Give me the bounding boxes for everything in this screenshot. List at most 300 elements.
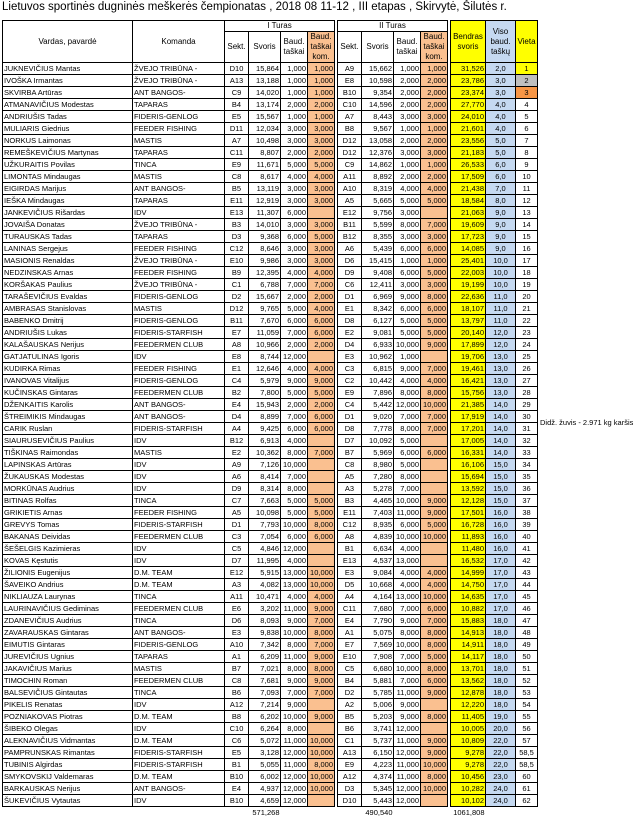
- cell-sect-2: E2: [338, 327, 362, 339]
- table-row: [3, 675, 538, 687]
- cell-points-2: 9,000: [394, 711, 421, 723]
- table-row: [3, 411, 538, 423]
- cell-sect-2: E3: [338, 567, 362, 579]
- cell-total-points: 9,0: [486, 243, 516, 255]
- cell-points-com-2: 10,000: [421, 531, 448, 543]
- cell-team: IDV: [133, 207, 225, 219]
- cell-weight-1: 10,966: [249, 339, 281, 351]
- cell-place: 27: [516, 375, 538, 387]
- cell-weight-1: 11,059: [249, 327, 281, 339]
- cell-name: DŽENKAITIS Karolis: [3, 399, 133, 411]
- table-row: [3, 735, 538, 747]
- cell-place: 7: [516, 135, 538, 147]
- cell-name: BITINAS Rolfas: [3, 495, 133, 507]
- cell-total-points: 6,0: [486, 171, 516, 183]
- cell-total-points: 22,0: [486, 747, 516, 759]
- cell-weight-2: 5,443: [362, 795, 394, 807]
- cell-sect-1: B1: [225, 759, 249, 771]
- cell-points-2: 2,000: [394, 171, 421, 183]
- cell-points-2: 1,000: [394, 159, 421, 171]
- cell-sect-2: A6: [338, 243, 362, 255]
- cell-points-com-1: 3,000: [308, 219, 335, 231]
- cell-points-com-1: 10,000: [308, 747, 335, 759]
- cell-points-2: 10,000: [394, 339, 421, 351]
- table-row: [3, 615, 538, 627]
- cell-weight-2: 10,962: [362, 351, 394, 363]
- cell-points-2: 10,000: [394, 663, 421, 675]
- cell-place: 3: [516, 87, 538, 99]
- cell-sect-1: B6: [225, 687, 249, 699]
- cell-total-weight: 17,899: [451, 339, 486, 351]
- cell-points-com-1: 2,000: [308, 339, 335, 351]
- cell-team: ŽVEJO TRIBŪNA -: [133, 279, 225, 291]
- cell-sect-1: D6: [225, 615, 249, 627]
- cell-team: FEEDERMEN CLUB: [133, 387, 225, 399]
- cell-points-2: 12,000: [394, 783, 421, 795]
- cell-sect-2: C1: [338, 735, 362, 747]
- table-row: [3, 135, 538, 147]
- cell-total-points: 17,0: [486, 567, 516, 579]
- cell-weight-2: 7,680: [362, 603, 394, 615]
- cell-points-com-1: 4,000: [308, 267, 335, 279]
- cell-sect-1: B5: [225, 183, 249, 195]
- cell-total-points: 22,0: [486, 735, 516, 747]
- cell-place: 14: [516, 219, 538, 231]
- cell-sect-2: E3: [338, 351, 362, 363]
- cell-sect-1: C7: [225, 495, 249, 507]
- cell-total-weight: 12,128: [451, 495, 486, 507]
- cell-team: TINCA: [133, 495, 225, 507]
- cell-weight-1: 7,793: [249, 519, 281, 531]
- cell-total-points: 14,0: [486, 423, 516, 435]
- cell-points-com-2: 9,000: [421, 687, 448, 699]
- cell-place: 48: [516, 627, 538, 639]
- cell-points-com-1: 5,000: [308, 387, 335, 399]
- cell-weight-1: 12,034: [249, 123, 281, 135]
- cell-points-2: 6,000: [394, 267, 421, 279]
- table-row: [3, 495, 538, 507]
- cell-points-com-2: [421, 207, 448, 219]
- cell-points-2: 6,000: [394, 447, 421, 459]
- cell-place: 52: [516, 675, 538, 687]
- table-row: [3, 387, 538, 399]
- cell-weight-1: 3,128: [249, 747, 281, 759]
- cell-points-com-1: 9,000: [308, 711, 335, 723]
- cell-points-1: 2,000: [281, 99, 308, 111]
- cell-weight-1: 8,646: [249, 243, 281, 255]
- cell-points-2: 11,000: [394, 759, 421, 771]
- cell-sect-2: C10: [338, 99, 362, 111]
- cell-points-com-2: [421, 543, 448, 555]
- cell-weight-1: 10,471: [249, 591, 281, 603]
- cell-name: TUBINIS Algirdas: [3, 759, 133, 771]
- table-row: [3, 627, 538, 639]
- cell-team: FEEDERMEN CLUB: [133, 531, 225, 543]
- cell-sect-1: A1: [225, 651, 249, 663]
- cell-points-2: 9,000: [394, 291, 421, 303]
- cell-team: FEEDERMEN CLUB: [133, 675, 225, 687]
- cell-sect-1: B8: [225, 711, 249, 723]
- cell-weight-1: 11,995: [249, 555, 281, 567]
- cell-name: MULIARIS Giedrius: [3, 123, 133, 135]
- table-row: [3, 651, 538, 663]
- cell-total-weight: 22,003: [451, 267, 486, 279]
- cell-weight-2: 5,075: [362, 627, 394, 639]
- cell-name: ŠUKEVIČIUS Vytautas: [3, 795, 133, 807]
- cell-weight-1: 6,209: [249, 651, 281, 663]
- cell-points-1: 3,000: [281, 183, 308, 195]
- cell-weight-2: 5,665: [362, 195, 394, 207]
- cell-team: MASTIS: [133, 171, 225, 183]
- cell-name: ŽILIONIS Eugenijus: [3, 567, 133, 579]
- cell-sect-1: B7: [225, 663, 249, 675]
- header-sect-2: Sekt.: [338, 32, 362, 63]
- cell-points-com-1: 5,000: [308, 231, 335, 243]
- table-row: [3, 147, 538, 159]
- cell-sect-2: D1: [338, 411, 362, 423]
- cell-place: 9: [516, 159, 538, 171]
- cell-points-com-2: 6,000: [421, 447, 448, 459]
- cell-total-weight: 10,102: [451, 795, 486, 807]
- cell-points-com-1: 5,000: [308, 159, 335, 171]
- results-table: [2, 20, 538, 818]
- cell-total-weight: 10,456: [451, 771, 486, 783]
- cell-total-points: 13,0: [486, 387, 516, 399]
- cell-total-points: 18,0: [486, 627, 516, 639]
- cell-place: 13: [516, 207, 538, 219]
- cell-weight-1: 7,054: [249, 531, 281, 543]
- table-row: [3, 111, 538, 123]
- table-row: [3, 99, 538, 111]
- cell-sect-1: A5: [225, 507, 249, 519]
- cell-points-com-2: 7,000: [421, 411, 448, 423]
- cell-sect-2: D2: [338, 687, 362, 699]
- cell-place: 20: [516, 291, 538, 303]
- cell-points-1: 4,000: [281, 555, 308, 567]
- cell-weight-1: 8,744: [249, 351, 281, 363]
- cell-weight-1: 9,368: [249, 231, 281, 243]
- cell-total-weight: 10,282: [451, 783, 486, 795]
- cell-total-weight: 25,401: [451, 255, 486, 267]
- cell-points-com-1: 1,000: [308, 111, 335, 123]
- table-row: [3, 519, 538, 531]
- cell-points-com-1: 2,000: [308, 99, 335, 111]
- cell-total-weight: 14,913: [451, 627, 486, 639]
- cell-weight-2: 6,634: [362, 543, 394, 555]
- cell-points-2: 11,000: [394, 507, 421, 519]
- cell-points-com-2: 8,000: [421, 291, 448, 303]
- cell-points-1: 9,000: [281, 375, 308, 387]
- cell-sect-1: E10: [225, 255, 249, 267]
- cell-weight-1: 12,919: [249, 195, 281, 207]
- cell-total-weight: 18,107: [451, 303, 486, 315]
- cell-weight-2: 7,403: [362, 507, 394, 519]
- cell-points-com-1: 7,000: [308, 687, 335, 699]
- cell-points-com-1: [308, 435, 335, 447]
- cell-sect-1: E13: [225, 207, 249, 219]
- cell-weight-1: 15,943: [249, 399, 281, 411]
- cell-weight-1: 14,020: [249, 87, 281, 99]
- cell-sect-2: D5: [338, 579, 362, 591]
- cell-weight-2: 12,411: [362, 279, 394, 291]
- cell-name: JANKEVIČIUS Rišardas: [3, 207, 133, 219]
- cell-sect-1: D1: [225, 519, 249, 531]
- cell-place: 16: [516, 243, 538, 255]
- cell-team: D.M. TEAM: [133, 771, 225, 783]
- cell-total-points: 20,0: [486, 723, 516, 735]
- cell-weight-1: 7,126: [249, 459, 281, 471]
- cell-team: IDV: [133, 699, 225, 711]
- cell-points-1: 2,000: [281, 399, 308, 411]
- cell-sect-1: C11: [225, 147, 249, 159]
- cell-name: MORKŪNAS Audrius: [3, 483, 133, 495]
- cell-points-2: 1,000: [394, 351, 421, 363]
- table-row: [3, 171, 538, 183]
- total-round1-weight: 571,268: [249, 807, 281, 818]
- cell-weight-2: 8,355: [362, 231, 394, 243]
- cell-sect-1: A6: [225, 471, 249, 483]
- header-points-1: Baud. taškai: [281, 32, 308, 63]
- cell-points-2: 13,000: [394, 555, 421, 567]
- cell-place: 12: [516, 195, 538, 207]
- header-total-weight: Bendras svoris: [451, 21, 486, 63]
- cell-name: JOVAIŠA Donatas: [3, 219, 133, 231]
- table-row: [3, 327, 538, 339]
- cell-sect-1: D2: [225, 291, 249, 303]
- cell-points-com-2: [421, 555, 448, 567]
- cell-weight-2: 7,778: [362, 423, 394, 435]
- cell-sect-2: E7: [338, 639, 362, 651]
- cell-points-2: 3,000: [394, 111, 421, 123]
- cell-total-points: 9,0: [486, 231, 516, 243]
- cell-sect-1: E5: [225, 111, 249, 123]
- cell-points-com-2: 8,000: [421, 771, 448, 783]
- cell-team: TAPARAS: [133, 651, 225, 663]
- cell-place: 34: [516, 459, 538, 471]
- cell-weight-2: 5,969: [362, 447, 394, 459]
- cell-sect-1: A10: [225, 639, 249, 651]
- cell-weight-2: 6,680: [362, 663, 394, 675]
- cell-points-2: 6,000: [394, 303, 421, 315]
- table-row: [3, 363, 538, 375]
- cell-weight-1: 4,082: [249, 579, 281, 591]
- cell-sect-1: A3: [225, 579, 249, 591]
- cell-points-2: 4,000: [394, 375, 421, 387]
- cell-points-2: 11,000: [394, 687, 421, 699]
- cell-name: KUČINSKAS Gintaras: [3, 387, 133, 399]
- cell-weight-2: 5,737: [362, 735, 394, 747]
- cell-points-1: 10,000: [281, 711, 308, 723]
- cell-place: 29: [516, 399, 538, 411]
- cell-total-points: 9,0: [486, 207, 516, 219]
- cell-weight-2: 7,790: [362, 615, 394, 627]
- cell-sect-2: B11: [338, 219, 362, 231]
- cell-sect-1: C5: [225, 543, 249, 555]
- cell-weight-2: 5,599: [362, 219, 394, 231]
- cell-total-weight: 21,438: [451, 183, 486, 195]
- cell-weight-2: 4,839: [362, 531, 394, 543]
- cell-weight-2: 7,908: [362, 651, 394, 663]
- table-row: [3, 699, 538, 711]
- cell-points-2: 5,000: [394, 195, 421, 207]
- header-sect-1: Sekt.: [225, 32, 249, 63]
- cell-name: UŽKURAITIS Povilas: [3, 159, 133, 171]
- cell-total-points: 4,0: [486, 123, 516, 135]
- header-team: Komanda: [133, 21, 225, 63]
- cell-sect-2: B7: [338, 447, 362, 459]
- cell-name: MASIONIS Renaldas: [3, 255, 133, 267]
- cell-points-com-2: 5,000: [421, 327, 448, 339]
- cell-points-2: 4,000: [394, 543, 421, 555]
- table-row: [3, 123, 538, 135]
- cell-total-points: 14,0: [486, 399, 516, 411]
- cell-points-com-2: 10,000: [421, 759, 448, 771]
- cell-name: AMBRASAS Stanislovas: [3, 303, 133, 315]
- cell-points-com-1: [308, 207, 335, 219]
- cell-points-com-2: [421, 435, 448, 447]
- table-row: [3, 423, 538, 435]
- table-row: [3, 711, 538, 723]
- header-weight-2: Svoris: [362, 32, 394, 63]
- table-row: [3, 639, 538, 651]
- cell-weight-2: 5,881: [362, 675, 394, 687]
- cell-sect-1: B10: [225, 771, 249, 783]
- cell-sect-2: D10: [338, 795, 362, 807]
- cell-weight-2: 3,741: [362, 723, 394, 735]
- cell-points-com-2: 8,000: [421, 663, 448, 675]
- cell-place: 31: [516, 423, 538, 435]
- cell-points-1: 8,000: [281, 447, 308, 459]
- cell-weight-1: 4,937: [249, 783, 281, 795]
- cell-total-points: 13,0: [486, 363, 516, 375]
- cell-team: FEEDER FISHING: [133, 507, 225, 519]
- cell-points-1: 8,000: [281, 663, 308, 675]
- cell-place: 19: [516, 279, 538, 291]
- cell-name: ŠIBEKO Olegas: [3, 723, 133, 735]
- cell-team: ANT BANGOS-: [133, 783, 225, 795]
- cell-sect-1: B2: [225, 387, 249, 399]
- cell-total-points: 17,0: [486, 591, 516, 603]
- cell-name: JAKAVIČIUS Marius: [3, 663, 133, 675]
- cell-sect-2: E11: [338, 507, 362, 519]
- cell-place: 28: [516, 387, 538, 399]
- total-round2-weight: 490,540: [362, 807, 394, 818]
- cell-team: IDV: [133, 723, 225, 735]
- cell-place: 61: [516, 783, 538, 795]
- cell-points-com-2: 8,000: [421, 711, 448, 723]
- cell-place: 57: [516, 735, 538, 747]
- cell-weight-1: 4,659: [249, 795, 281, 807]
- cell-team: ŽVEJO TRIBŪNA -: [133, 63, 225, 75]
- cell-points-1: 3,000: [281, 135, 308, 147]
- cell-sect-2: A9: [338, 63, 362, 75]
- cell-weight-1: 11,307: [249, 207, 281, 219]
- cell-sect-2: C11: [338, 603, 362, 615]
- cell-points-2: 6,000: [394, 519, 421, 531]
- cell-points-com-2: 7,000: [421, 423, 448, 435]
- cell-team: FEEDERMEN CLUB: [133, 339, 225, 351]
- cell-total-weight: 11,405: [451, 711, 486, 723]
- cell-points-com-2: 2,000: [421, 75, 448, 87]
- cell-place: 56: [516, 723, 538, 735]
- cell-name: ŠEŠELGIS Kazimieras: [3, 543, 133, 555]
- cell-total-weight: 21,183: [451, 147, 486, 159]
- cell-total-points: 10,0: [486, 267, 516, 279]
- cell-total-weight: 15,756: [451, 387, 486, 399]
- cell-total-weight: 9,278: [451, 747, 486, 759]
- table-row: [3, 783, 538, 795]
- cell-points-1: 6,000: [281, 531, 308, 543]
- cell-points-1: 5,000: [281, 495, 308, 507]
- cell-total-points: 9,0: [486, 219, 516, 231]
- cell-points-com-2: 3,000: [421, 231, 448, 243]
- cell-total-weight: 12,878: [451, 687, 486, 699]
- cell-points-com-1: 9,000: [308, 675, 335, 687]
- cell-weight-1: 6,264: [249, 723, 281, 735]
- table-row: [3, 303, 538, 315]
- cell-weight-1: 6,002: [249, 771, 281, 783]
- cell-points-1: 4,000: [281, 591, 308, 603]
- cell-total-points: 23,0: [486, 771, 516, 783]
- table-row: [3, 483, 538, 495]
- cell-total-weight: 23,374: [451, 87, 486, 99]
- cell-total-points: 18,0: [486, 687, 516, 699]
- cell-place: 58,5: [516, 747, 538, 759]
- cell-points-2: 5,000: [394, 435, 421, 447]
- cell-points-1: 12,000: [281, 543, 308, 555]
- cell-place: 42: [516, 555, 538, 567]
- cell-points-2: 10,000: [394, 495, 421, 507]
- cell-points-2: 8,000: [394, 471, 421, 483]
- cell-sect-1: A7: [225, 135, 249, 147]
- table-row: [3, 435, 538, 447]
- cell-points-1: 9,000: [281, 675, 308, 687]
- cell-points-1: 1,000: [281, 63, 308, 75]
- cell-points-1: 11,000: [281, 735, 308, 747]
- cell-points-com-2: 6,000: [421, 675, 448, 687]
- cell-sect-2: A4: [338, 591, 362, 603]
- cell-weight-1: 7,681: [249, 675, 281, 687]
- cell-place: 51: [516, 663, 538, 675]
- cell-place: 37: [516, 495, 538, 507]
- cell-sect-1: E8: [225, 351, 249, 363]
- cell-total-points: 11,0: [486, 291, 516, 303]
- cell-total-weight: 14,117: [451, 651, 486, 663]
- cell-points-com-1: [308, 471, 335, 483]
- cell-sect-2: E10: [338, 651, 362, 663]
- cell-sect-1: D9: [225, 483, 249, 495]
- cell-weight-1: 12,395: [249, 267, 281, 279]
- cell-weight-1: 8,807: [249, 147, 281, 159]
- table-row: [3, 687, 538, 699]
- cell-points-com-2: 3,000: [421, 111, 448, 123]
- cell-team: TAPARAS: [133, 147, 225, 159]
- cell-total-weight: 17,201: [451, 423, 486, 435]
- cell-points-com-2: [421, 459, 448, 471]
- cell-points-1: 6,000: [281, 207, 308, 219]
- cell-total-weight: 17,501: [451, 507, 486, 519]
- cell-place: 2: [516, 75, 538, 87]
- cell-team: FEEDERMEN CLUB: [133, 603, 225, 615]
- table-row: [3, 63, 538, 75]
- cell-total-weight: 23,786: [451, 75, 486, 87]
- cell-sect-2: B12: [338, 231, 362, 243]
- cell-team: D.M. TEAM: [133, 567, 225, 579]
- cell-points-com-1: 8,000: [308, 519, 335, 531]
- cell-sect-1: C1: [225, 279, 249, 291]
- cell-points-1: 5,000: [281, 159, 308, 171]
- cell-total-weight: 19,199: [451, 279, 486, 291]
